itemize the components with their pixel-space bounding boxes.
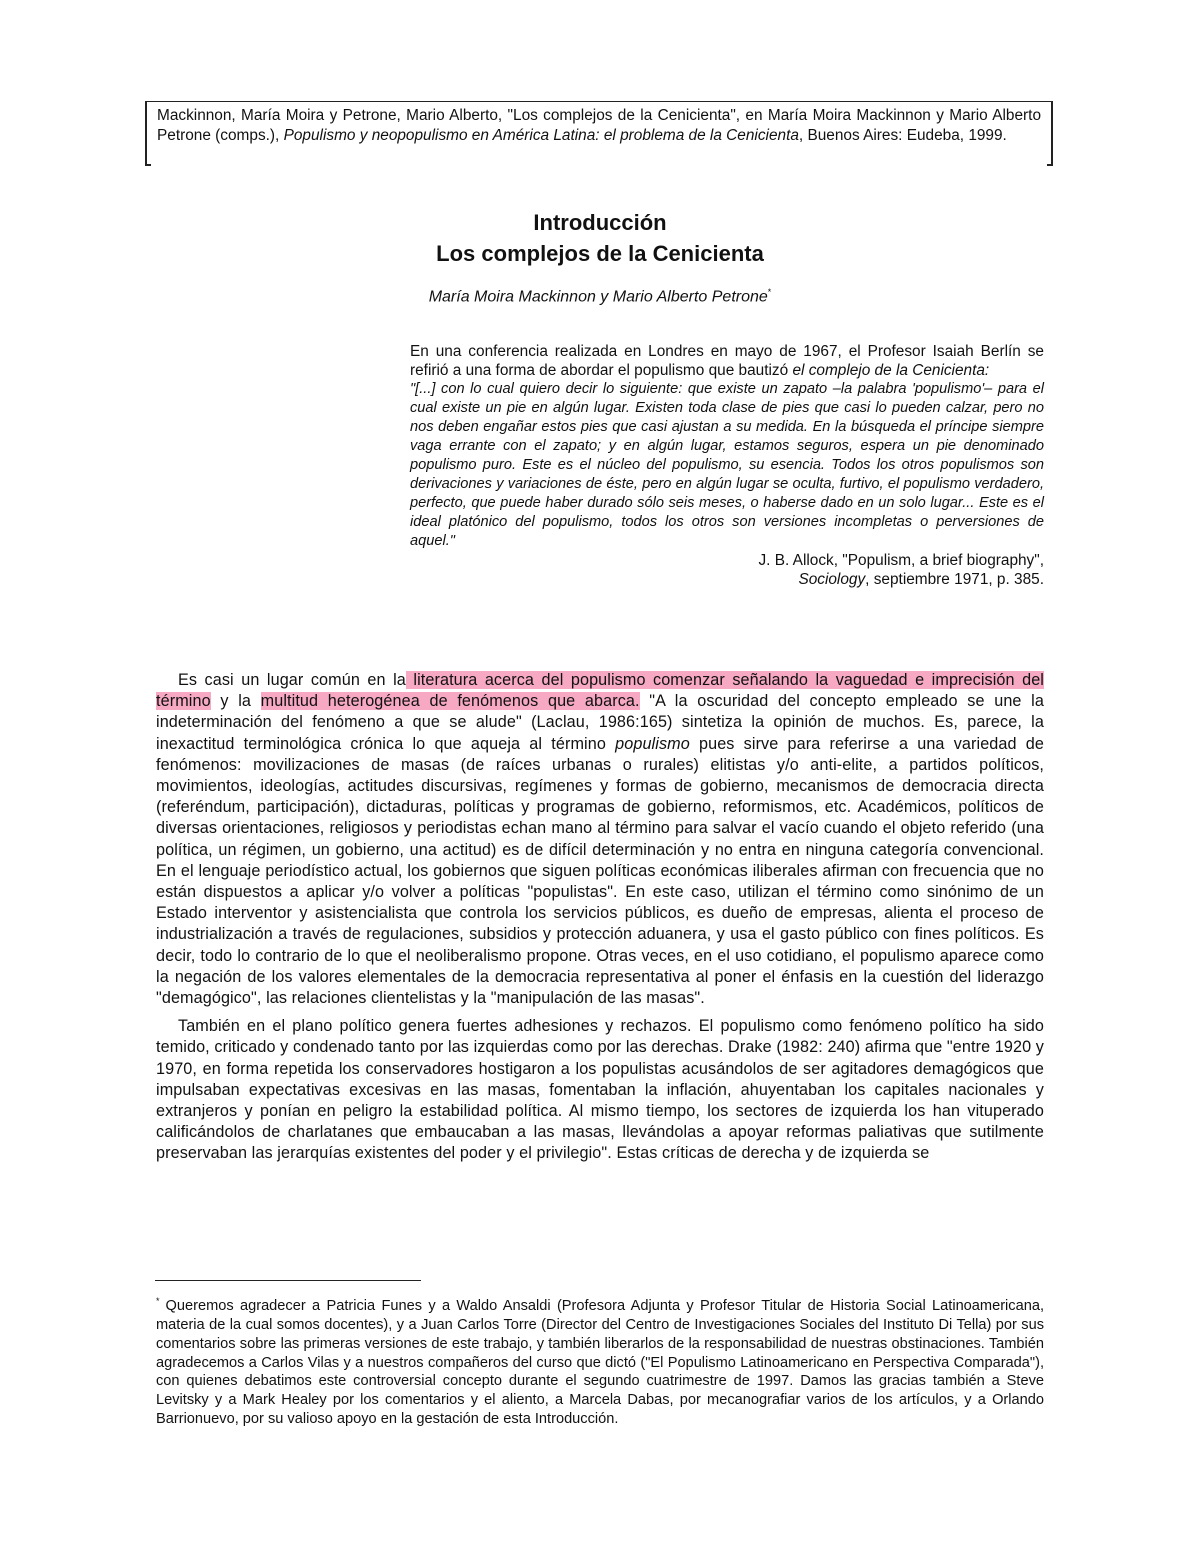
epigraph-attribution-line2 — [410, 570, 1044, 589]
highlight-2[interactable]: multitud heterogénea de fenómenos que abarca. — [260, 692, 640, 711]
epigraph-intro-term: el complejo de la Cenicienta: — [792, 362, 990, 379]
epigraph-intro — [410, 342, 1044, 380]
epigraph-attribution-rest: , septiembre 1971, p. 385. — [865, 571, 1044, 588]
authors-names: María Moira Mackinnon y Mario Alberto Petrone — [428, 288, 768, 306]
p1-mid: y la — [210, 692, 261, 711]
body-paragraph-2: También en el plano político genera fuertes adhesiones y rechazos. El populismo como fenómeno político ha sido temido, criticado y condenado tanto por las izquierdas como por las derechas. Drake (1982: 240) afirma que "entre 1920 y 1970, en forma repetida los conservadores hostigaron a los populistas acusándolos de ser agitadores demagógicos que impulsaban expectativas excesivas en las masas, fomentaban la inflación, ahuyentaban los capitales nacionales y extranjeros y ponían en peligro la estabilidad política. Al mismo tiempo, los sectores de izquierda los han vituperado calificándolos de charlatanes que embaucaban a las masas, llevándolas a apoyar reformas paliativas que sutilmente preservaban las jerarquías existentes del poder y el privilegio". Estas críticas de derecha y de izquierda se — [156, 1017, 1044, 1163]
p1-end: pues sirve para referirse a una variedad de fenómenos: movilizaciones de masas (de raíces urbanas o rurales) elitistas y/o anti-elite, a partidos políticos, movimientos, ideologías, actitudes discursivas, regímenes y formas de gobierno, mecanismos de democracia directa (referéndum, participación), dictaduras, políticas y programas de gobierno, reformismos, etc. Académicos, políticos de diversas orientaciones, religiosos y periodistas echan mano al término para salvar el vacío cuando el objeto referido (una política, un régimen, un gobierno, una actitud) es de difícil determinación y no entra en ninguna categoría convencional. En el lenguaje periodístico actual, los gobiernos que siguen políticas económicas iliberales afirman con frecuencia que no están dispuestos a aplicar y/o volver a políticas "populistas". En este caso, utilizan el término como sinónimo de un Estado interventor y asistencialista que controla los servicios públicos, es dueño de empresas, alienta el proceso de industrialización a través de regulaciones, subsidios y protección aduanera, y usa el gasto público con fines políticos. Es decir, todo lo contrario de lo que el neoliberalismo propone. Otras veces, en el uso cotidiano, el populismo aparece como la negación de los valores elementales de la democracia representativa al poner el énfasis en la cuestión del liderazgo "demagógico", las relaciones clientelistas y la "manipulación de las masas". — [156, 734, 1044, 1008]
footnote — [156, 1292, 1044, 1429]
citation-text-part1: Mackinnon, María Moira y Petrone, Mario Alberto, "Los complejos de la Cenicienta", en María Moira Mackinnon y Mario Alberto Petrone (comps.), — [157, 107, 1041, 144]
epigraph-quote: "[...] con lo cual quiero decir lo siguiente: que existe un zapato –la palabra 'populismo'– para el cual existe un pie en algún lugar. Existen toda clase de pies que casi lo pueden calzar, pero no nos deben engañar estos pies que casi ajustan a su medida. En la búsqueda el príncipe siempre vaga errante con el zapato; y en algún lugar, estamos seguros, espera un pie denominado populismo puro. Este es el núcleo del populismo, su esencia. Todos los otros populismos son derivaciones y variaciones de éste, pero en algún lugar se oculta, furtivo, el populismo verdadero, perfecto, que puede haber durado sólo seis meses, o haberse dado en un solo lugar... Este es el ideal platónico del populismo, todos los otros son versiones incompletas o perversiones de aquel." — [410, 381, 1044, 549]
box-corner-left — [145, 164, 151, 166]
body-paragraph-1 — [156, 670, 1044, 1009]
p1-start: Es casi un lugar común en la — [178, 671, 406, 689]
footnote-mark: * — [156, 1296, 160, 1306]
chapter-title: Los complejos de la Cenicienta — [436, 241, 764, 266]
p1-cont: "A la oscuridad del concepto empleado se une la indeterminación del fenómeno a que se alude" (Laclau, 1986:165) sintetiza la opinión de muchos. Es, parece, la inexactitud terminológica crónica lo que aqueja al término — [156, 692, 1044, 753]
epigraph-intro-text: En una conferencia realizada en Londres en mayo de 1967, el Profesor Isaiah Berlín se refirió a una forma de abordar el populismo que bautizó — [410, 343, 1044, 379]
footnote-divider — [155, 1280, 421, 1281]
epigraph — [410, 342, 1044, 589]
box-corner-right — [1047, 164, 1053, 166]
footnote-paragraph — [156, 1292, 1044, 1429]
citation-book-title: Populismo y neopopulismo en América Latina: el problema de la Cenicienta — [283, 127, 799, 144]
footnote-text: Queremos agradecer a Patricia Funes y a Waldo Ansaldi (Profesora Adjunta y Profesor Titular de Historia Social Latinoamericana, materia de la cual somos docentes), y a Juan Carlos Torre (Director del Centro de Investigaciones Sociales del Instituto Di Tella) por sus comentarios sobre las primeras versiones de este trabajo, y también liberarlos de la responsabilidad de nuestras obstinaciones. También agradecemos a Carlos Vilas y a nuestros compañeros del curso que dictó ("El Populismo Latinoamericano en Perspectiva Comparada"), con quienes debatimos este controversial concepto durante el segundo cuatrimestre de 1997. Damos las gracias también a Steve Levitsky y a Mark Healey por los comentarios y el aliento, a Marcela Dabas, por mecanografiar varios de los artículos, y a Orlando Barrionuevo, por su valioso apoyo en la gestación de esta Introducción. — [156, 1297, 1044, 1428]
body-text — [156, 670, 1044, 1165]
section-title: Introducción — [533, 210, 667, 235]
epigraph-journal: Sociology — [798, 571, 866, 588]
authors-line — [0, 282, 1200, 307]
citation-box — [145, 101, 1053, 165]
p1-term: populismo — [615, 734, 690, 753]
highlight-1[interactable]: literatura acerca del populismo comenzar señalando la vaguedad e imprecisión del término — [156, 671, 1045, 711]
epigraph-attribution-line1: J. B. Allock, "Populism, a brief biography", — [758, 552, 1044, 569]
authors-footnote-mark[interactable]: * — [767, 287, 772, 297]
citation-text-part2: , Buenos Aires: Eudeba, 1999. — [798, 127, 1007, 144]
